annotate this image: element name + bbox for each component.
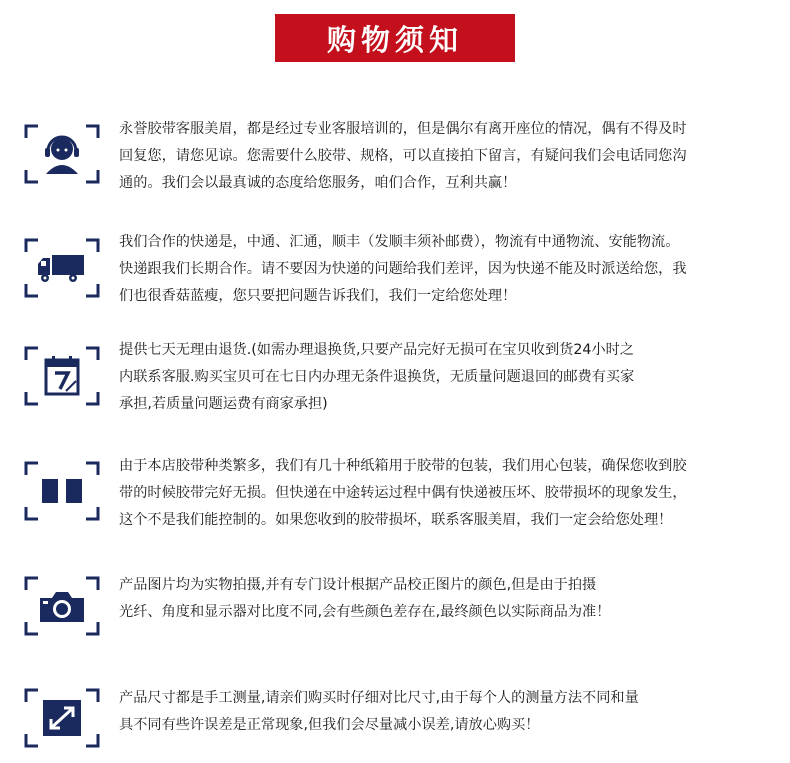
calendar-7-icon: [24, 346, 100, 406]
notice-line: 永誉胶带客服美眉，都是经过专业客服培训的，但是偶尔有离开座位的情况，偶有不得及时: [119, 121, 687, 137]
notice-text: [119, 572, 773, 626]
notice-line: 承担,若质量问题运费有商家承担): [119, 396, 328, 412]
title-banner: [275, 14, 515, 62]
notice-text: [119, 116, 773, 197]
camera-icon: [24, 576, 100, 636]
resize-arrow-icon: [24, 688, 100, 748]
notice-line: 快递跟我们长期合作。请不要因为快递的问题给我们差评，因为快递不能及时派送给您，我: [119, 261, 687, 277]
notice-line: 具不同有些许误差是正常现象,但我们会尽量减小误差,请放心购买！: [119, 717, 540, 733]
notice-line: 们也很香菇蓝瘦，您只要把问题告诉我们，我们一定给您处理！: [119, 288, 517, 304]
notice-text: [119, 685, 773, 739]
notice-line: 带的时候胶带完好无损。但快递在中途转运过程中偶有快递被压坏、胶带损坏的现象发生，: [119, 485, 687, 501]
notice-line: 产品图片均为实物拍摄,并有专门设计根据产品校正图片的颜色,但是由于拍摄: [119, 577, 597, 593]
notice-text: [119, 229, 773, 310]
notice-line: 这个不是我们能控制的。如果您收到的胶带损坏，联系客服美眉，我们一定会给您处理！: [119, 512, 673, 528]
notice-line: 由于本店胶带种类繁多，我们有几十种纸箱用于胶带的包装，我们用心包装，确保您收到胶: [119, 458, 687, 474]
notice-line: 回复您，请您见谅。您需要什么胶带、规格，可以直接拍下留言，有疑问我们会电话同您沟: [119, 148, 687, 164]
notice-line: 产品尺寸都是手工测量,请亲们购买时仔细对比尺寸,由于每个人的测量方法不同和量: [119, 690, 639, 706]
notice-line: 提供七天无理由退货.(如需办理退换货,只要产品完好无损可在宝贝收到货24小时之: [119, 342, 634, 358]
notice-line: 我们合作的快递是，中通、汇通，顺丰（发顺丰须补邮费），物流有中通物流、安能物流。: [119, 234, 680, 250]
notice-line: 通的。我们会以最真诚的态度给您服务，咱们合作，互利共赢！: [119, 175, 517, 191]
page-title: 购物须知: [326, 22, 463, 57]
package-box-icon: [24, 461, 100, 521]
notice-text: [119, 453, 773, 534]
delivery-truck-icon: [24, 238, 100, 298]
notice-line: 光纤、角度和显示器对比度不同,会有些颜色差存在,最终颜色以实际商品为准！: [119, 604, 611, 620]
notice-text: [119, 337, 773, 418]
notice-line: 内联系客服.购买宝贝可在七日内办理无条件退换货，无质量问题退回的邮费有买家: [119, 369, 635, 385]
customer-service-icon: [24, 124, 100, 184]
